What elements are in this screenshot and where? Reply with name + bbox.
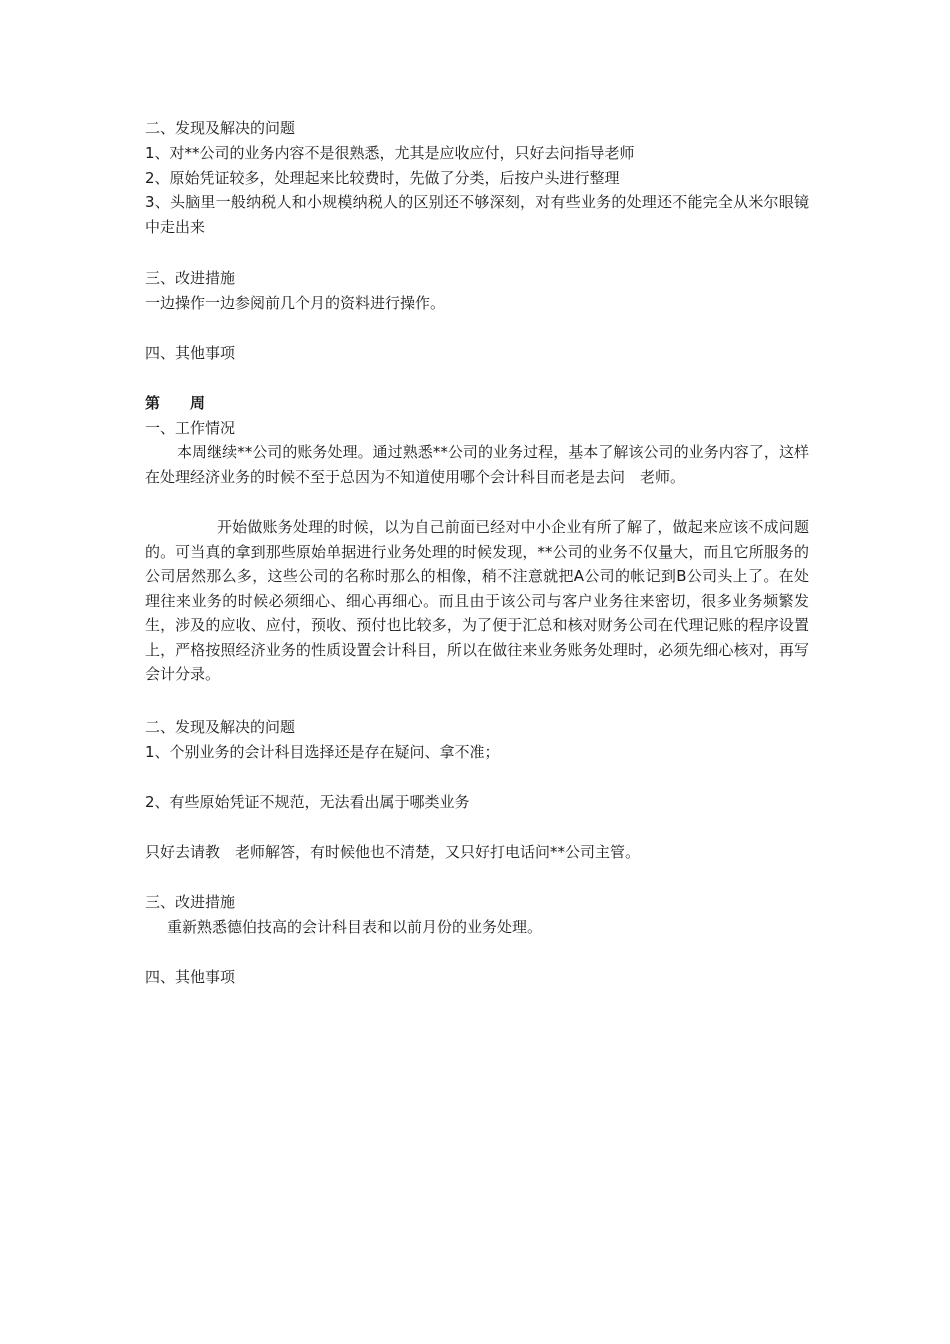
heading-problems: 二、发现及解决的问题 [145,718,296,736]
week-title: 第 周 [145,394,206,412]
problem-item: 1、个别业务的会计科目选择还是存在疑问、拿不准； [145,743,500,761]
solution-text: 只好去请教 老师解答，有时候他也不清楚，又只好打电话问**公司主管。 [145,843,641,861]
heading-improvement: 三、改进措施 [145,269,236,287]
problem-item: 1、对**公司的业务内容不是很熟悉，尤其是应收应付，只好去问指导老师 [145,144,635,162]
heading-other: 四、其他事项 [145,344,236,362]
heading-other: 四、其他事项 [145,968,236,986]
work-paragraph: 开始做账务处理的时候，以为自己前面已经对中小企业有所了解了，做起来应该不成问题的。可当真的拿到那些原始单据进行业务处理的时候发现，**公司的业务不仅量大，而且它所服务的公司居然那么多，这些公司的名称时那么的相像，稍不注意就把A公司的帐记到B公司头上了。在处理往来业务的时候必须细心、细心再细心。而且由于该公司与客户业务往来密切，很多业务频繁发生，涉及的应收、应付，预收、预付也比较多，为了便于汇总和核对财务公司在代理记账的程序设置上，严格按照经济业务的性质设置会计科目，所以在做往来业务账务处理时，必须先细心核对，再写会计分录。 [145,518,809,683]
heading-problems: 二、发现及解决的问题 [145,119,296,137]
problem-item: 2、有些原始凭证不规范，无法看出属于哪类业务 [145,793,470,811]
problem-item: 2、原始凭证较多，处理起来比较费时，先做了分类，后按户头进行整理 [145,169,620,187]
heading-improvement: 三、改进措施 [145,893,236,911]
improvement-text: 一边操作一边参阅前几个月的资料进行操作。 [145,294,446,312]
problem-item: 3、头脑里一般纳税人和小规模纳税人的区别还不够深刻，对有些业务的处理还不能完全从米尔眼镜中走出来 [145,193,809,236]
improvement-text: 重新熟悉德伯技高的会计科目表和以前月份的业务处理。 [167,918,543,936]
work-paragraph: 本周继续**公司的账务处理。通过熟悉**公司的业务过程，基本了解该公司的业务内容了，这样在处理经济业务的时候不至于总因为不知道使用哪个会计科目而老是去问 老师。 [145,443,809,486]
heading-work: 一、工作情况 [145,419,236,437]
